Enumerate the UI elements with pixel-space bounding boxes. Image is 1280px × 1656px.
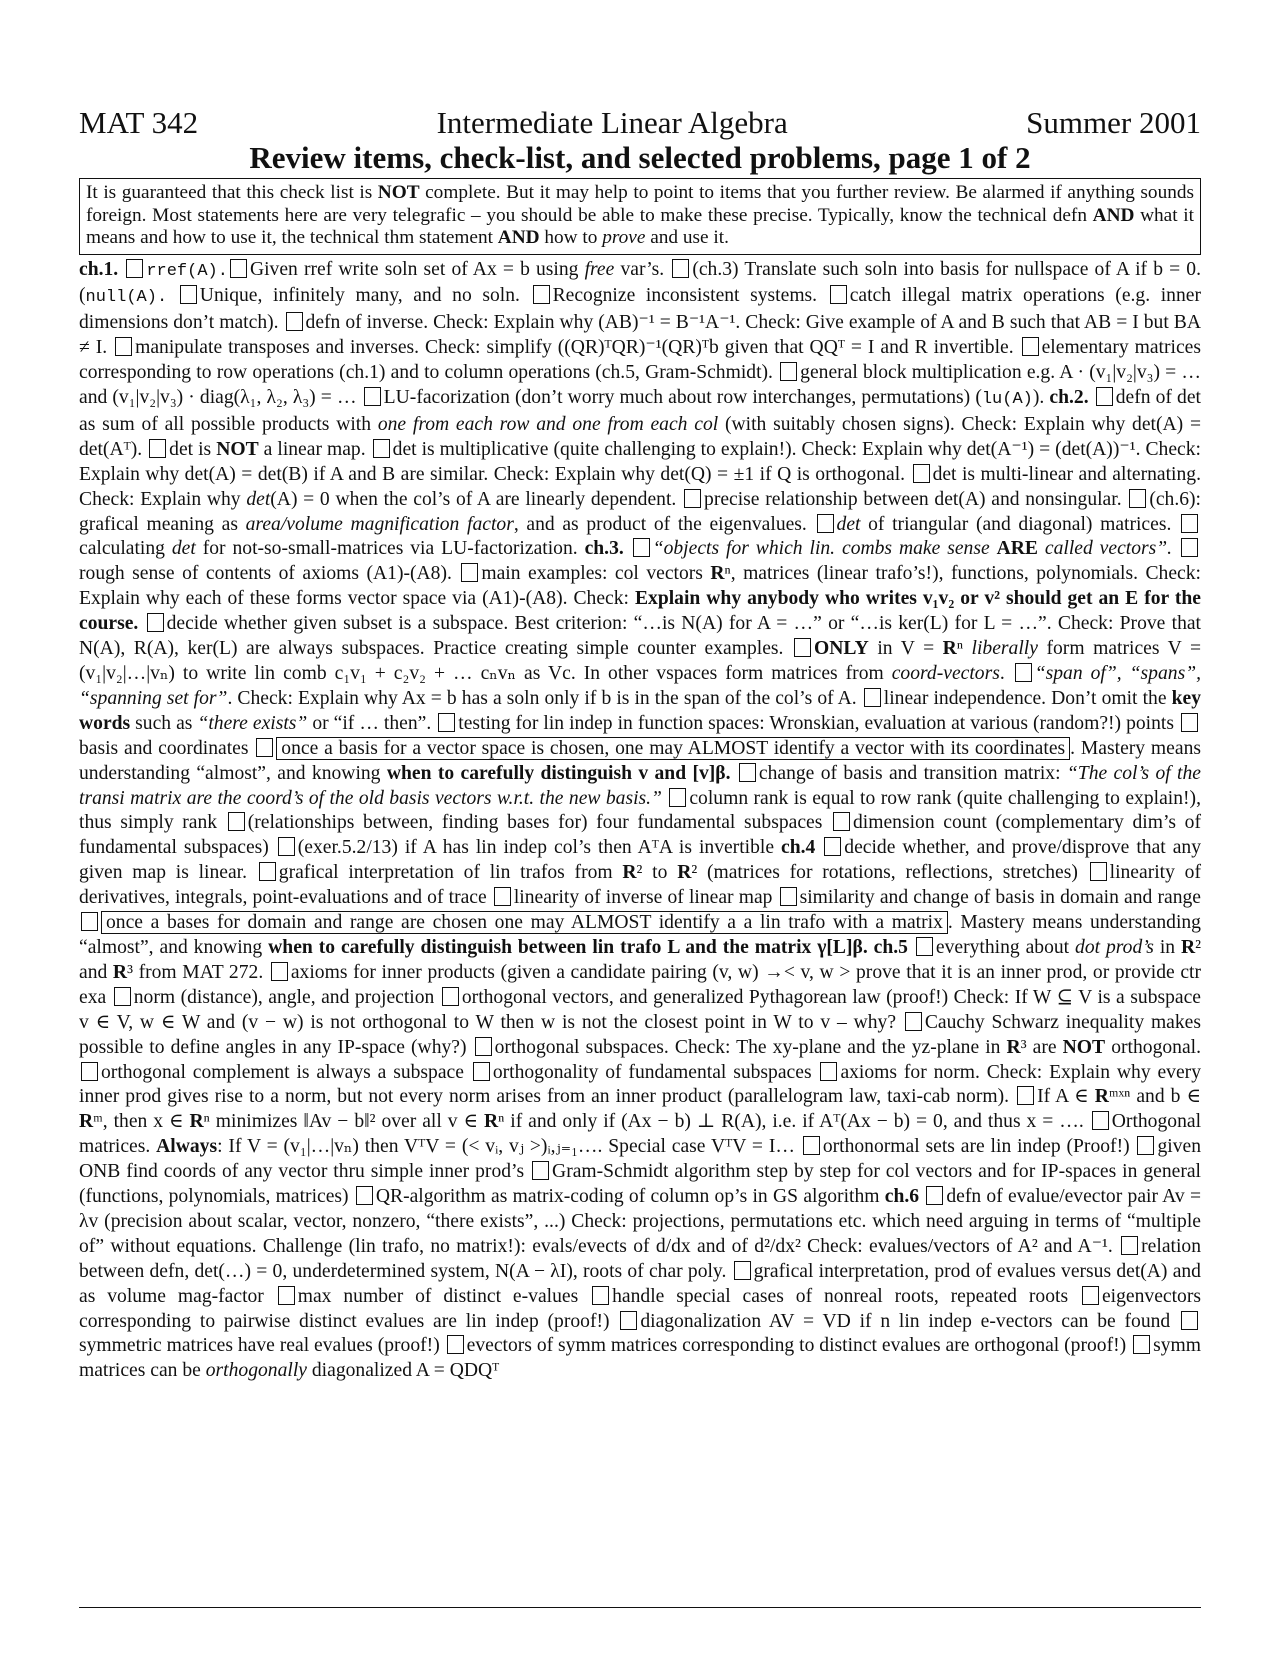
chapter-label: ch.5 [873,936,914,958]
italic-text: “objects for which lin. combs make sense [652,538,997,560]
text: ⁿ if and only if (Ax − b) ⊥ R(A), i.e. if Aᵀ(Ax − b) = 0, and thus x = …. [498,1111,1090,1133]
text: Gram-Schmidt algorithm step by step for col vectors and for IP-spaces in general (functions, polynomials, matrices) [79,1161,1201,1208]
text: det is multiplicative (quite challenging to explain!). Check: Explain why det(A⁻¹) = (det(A))⁻¹. Check: Explain why det(A) = det(B) if A and B are similar. Check: Explain why det(Q) = ±1 if Q is orthogonal. [79,438,1201,485]
italic-text: prove [602,227,646,248]
checkbox[interactable] [803,1136,820,1155]
text: manipulate transposes and inverses. Check: simplify ((QR)ᵀQR)⁻¹(QR)ᵀb given that QQᵀ = I and R invertible. [135,337,1020,359]
italic-text: dot prod’s [1075,936,1154,958]
text: (exer.5.2/13) if A has lin indep col’s then AᵀA is invertible [297,837,782,859]
checkbox[interactable] [461,563,478,582]
text: norm (distance), angle, and projection [133,986,440,1008]
text: (ch.3) Translate such soln into basis for nullspace of A if b = 0. ( [79,258,1202,307]
checkbox[interactable] [620,1311,637,1330]
text: defn of inverse. Check: Explain why (AB)⁻¹ = B⁻¹A⁻¹. Check: Give example of A and B such that AB = I but BA ≠ I. [79,312,1201,359]
text: orthogonal. [1105,1036,1201,1058]
text: linear independence. Don’t omit the [883,687,1172,709]
text: symmetric matrices have real evalues (proof!) [79,1335,445,1357]
text: grafical interpretation, prod of evalues versus det(A) and as volume mag-factor [79,1260,1201,1307]
checkbox[interactable] [684,489,701,508]
chapter-label: ch.4 [781,837,823,859]
text: similarity and change of basis in domain and range [799,887,1201,909]
checkbox[interactable] [126,259,143,278]
bold-text: key words [79,687,1201,734]
text: . Check: Explain why Ax = b has a soln only if b is in the span of the col’s of A. [227,687,862,709]
checkbox[interactable] [734,1261,751,1280]
checkbox[interactable] [905,1012,922,1031]
checkbox[interactable] [739,763,756,782]
italic-text: free [584,258,615,280]
text: eigenvectors corresponding to pairwise distinct evalues are lin indep (proof!) [79,1285,1201,1332]
text: form matrices V = (v₁|v₂|…|vₙ) to write lin comb c₁v₁ + c₂v₂ + … cₙvₙ as Vc. In other vspaces form matrices from [79,638,1202,684]
checkbox[interactable] [278,837,295,856]
text: defn of det as sum of all possible products with [79,387,1201,435]
text: such as [130,712,198,734]
text: orthogonal complement is always a subspace [101,1061,471,1083]
checkbox[interactable] [532,1161,549,1180]
text: general block multiplication e.g. A · (v₁|v₂|v₃) = … and (v₁|v₂|v₃) · diag(λ₁, λ₂, λ₃) = … [79,362,1202,409]
bold-text: R [79,1111,94,1133]
text: Cauchy Schwarz inequality makes possible to define angles in any IP-space (why?) [79,1011,1202,1058]
checkbox[interactable] [1092,1111,1109,1130]
italic-text: “there exists” [197,712,308,734]
text: ³ from MAT 272. [127,961,269,983]
checkbox[interactable] [633,538,650,557]
bold-text: when to carefully distinguish v and [v]β. [386,762,731,784]
subtitle: Review items, check-list, and selected problems, page 1 of 2 [249,140,1031,175]
checklist-body [79,258,1201,1385]
checkbox[interactable] [230,259,247,278]
checkbox[interactable] [1181,538,1198,557]
text: ⁿ minimizes ‖Av − b‖² over all v ∈ [203,1111,484,1133]
checkbox[interactable] [830,285,847,304]
bold-text: Always [156,1136,218,1158]
checkbox[interactable] [438,713,455,732]
checkbox[interactable] [1017,1086,1034,1105]
text: main examples: col vectors [481,563,711,585]
text: diagonalization AV = VD if n lin indep e-vectors can be found [640,1310,1179,1332]
italic-text: one from each row and one from each col [377,413,719,435]
text: : If V = (v₁|…|vₙ) then VᵀV = (< vᵢ, vⱼ >)ᵢ,ⱼ₌₁…. Special case VᵀV = I… [217,1136,801,1158]
text: orthogonal subspaces. Check: The xy-plane and the yz-plane in [494,1036,1007,1058]
checkbox[interactable] [259,862,276,881]
text: ⁿ [956,638,972,660]
bold-text: R [677,862,692,884]
bold-text: NOT [377,182,420,203]
checkbox[interactable] [820,1062,837,1081]
checkbox[interactable] [592,1286,609,1305]
checkbox[interactable] [447,1335,464,1354]
checkbox[interactable] [356,1186,373,1205]
bold-text: R [112,961,128,983]
checkbox[interactable] [286,312,303,331]
text: column rank is equal to row rank (quite challenging to explain!), thus simply rank [79,787,1201,834]
text [731,763,737,784]
text: ² and [79,936,1202,983]
italic-text: det [171,538,196,560]
checkbox[interactable] [81,912,98,931]
text: symm matrices can be [79,1335,1201,1382]
text: diagonalized A = QDQᵀ [306,1360,500,1382]
text: orthogonal vectors, and generalized Pythagorean law (proof!) Check: If W ⊆ V is a subspace v ∈ V, w ∈ W and (v − w) is not orthogonal to W then w is not the closest point in W to v – why? [79,986,1201,1033]
text: orthonormal sets are lin indep (Proof!) [822,1136,1136,1158]
italic-text: “The col’s of the transi matrix are the coord’s of the old basis vectors w.r.t. the new basis.” [79,762,1201,809]
text: , and as product of the eigenvalues. [513,513,815,535]
checkbox[interactable] [1133,1335,1150,1354]
text: everything about [935,936,1076,958]
text: ᵐ, then x ∈ [93,1111,190,1133]
text: dimension count (complementary dim’s of fundamental subspaces) [79,812,1201,859]
text [1172,538,1179,559]
text: how to [539,227,603,248]
text: decide whether given subset is a subspace. Best criterion: “…is N(A) for A = …” or “…is ker(L) for L = …”. Check: Prove that N(A), R(A), ker(L) are always subspaces. Practice creating simple counter examples. [79,613,1202,660]
text: (relationships between, finding bases for) four fundamental subspaces [247,812,831,834]
text: rough sense of contents of axioms (A1)-(A8). [79,563,460,585]
bold-text: when to carefully distinguish between lin trafo L and the matrix γ[L]β. [268,936,868,958]
checkbox[interactable] [533,285,550,304]
bottom-rule [79,1607,1201,1608]
text: in [1153,936,1181,958]
checkbox[interactable] [926,1186,943,1205]
checkbox[interactable] [916,937,933,956]
text: given ONB find coords of any vector thru simple inner prod’s [79,1136,1202,1183]
text: and use it. [645,227,729,248]
checkbox[interactable] [149,439,166,458]
text: (ch.6): grafical meaning as [79,488,1201,535]
chapter-label: ch.2. [1049,387,1094,409]
course-code: MAT 342 [79,105,199,140]
text: relation between defn, det(…) = 0, underdetermined system, N(A − λI), roots of char poly. [79,1235,1201,1282]
intro-box [79,178,1201,255]
text: decide whether, and prove/disprove that any given map is linear. [79,837,1201,884]
text: det is multi-linear and alternating. Check: Explain why [79,463,1201,510]
text: Recognize inconsistent systems. [552,285,828,307]
text: var’s. [614,258,671,280]
checkbox[interactable] [833,812,850,831]
italic-text: det [246,488,271,510]
text: testing for lin indep in function spaces: Wronskian, evaluation at various (random?!) points [458,712,1179,734]
chapter-label: ch.1. [79,258,125,280]
checkbox[interactable] [1137,1136,1154,1155]
checkbox[interactable] [1181,713,1198,732]
checkbox[interactable] [780,362,797,381]
checkbox[interactable] [913,464,930,483]
course-title: Intermediate Linear Algebra [436,105,788,140]
text [662,788,667,809]
code-text: rref(A). [146,261,228,281]
checkbox[interactable] [1121,1236,1138,1255]
text: grafical interpretation of lin trafos from [278,862,623,884]
checkbox[interactable] [824,837,841,856]
bold-text: AND [1092,204,1135,226]
checkbox[interactable] [147,613,164,632]
italic-text: det [836,513,861,535]
checkbox[interactable] [1015,663,1032,682]
italic-text: area/volume magnification factor [245,513,514,535]
text: (with suitably chosen signs). Check: Explain why det(A) = det(Aᵀ). [79,413,1201,460]
text [167,285,178,306]
checkbox[interactable] [1129,489,1146,508]
text: evectors of symm matrices corresponding to distinct evalues are orthogonal (proof!) [466,1335,1132,1357]
text: . [999,663,1013,684]
checkbox[interactable] [669,788,686,807]
italic-text: liberally [971,638,1038,660]
code-text: null(A). [85,288,168,308]
checkbox[interactable] [817,514,834,533]
text: change of basis and transition matrix: [758,762,1067,784]
checkbox[interactable] [864,688,881,707]
text: elementary matrices corresponding to row operations (ch.1) and to column operations (ch.5, Gram-Schmidt). [79,337,1201,384]
code-text: lu(A) [981,390,1033,410]
chapter-label: ch.6 [884,1186,925,1208]
bold-text: R [1094,1086,1109,1108]
checkbox[interactable] [494,887,511,906]
text: ). [1032,387,1045,409]
text: . Mastery means understanding “almost”, and knowing [79,737,1201,784]
text: LU-facorization (don’t worry much about row interchanges, permutations) ( [383,387,982,409]
text: for not-so-small-matrices via LU-factorization. [195,538,585,560]
text: . Mastery means understanding “almost”, and knowing [79,912,1201,958]
text: axioms for inner products (given a candidate pairing (v, w) →< v, w > prove that it is an inner prod, or provide ctr exa [79,961,1201,1008]
text: precise relationship between det(A) and nonsingular. [704,488,1128,510]
text: calculating [79,538,172,560]
text: axioms for norm. Check: Explain why every inner prod gives rise to a norm, but not every norm arises from an inner product (parallelogram law, taxi-cab norm). [79,1061,1201,1108]
text: ² (matrices for rotations, reflections, stretches) [691,862,1088,884]
text: ³ are [1020,1036,1063,1058]
bold-text: R [1180,936,1196,958]
checkbox[interactable] [1181,514,1198,533]
text: ᵐˣⁿ and b ∈ [1108,1086,1201,1108]
text: or “if … then”. [307,712,437,734]
text: ⁿ, matrices (linear trafo’s!), functions, polynomials. Check: Explain why each of these forms vector space via (A1)-(A8). Check: [79,563,1201,610]
bold-text: ARE [996,538,1038,560]
bold-text: R [622,862,637,884]
checkbox[interactable] [1181,1311,1198,1330]
text: Given rref write soln set of Ax = b using [249,258,585,280]
text: a linear map. [258,438,371,460]
bold-text: R [1006,1036,1021,1058]
checkbox[interactable] [114,987,131,1006]
bold-text: NOT [1062,1036,1106,1058]
text: linearity of inverse of linear map [513,887,778,909]
text: If A ∈ [1037,1086,1095,1108]
checkbox[interactable] [364,387,381,406]
checkbox[interactable] [271,962,288,981]
text: in V = [868,638,943,660]
bold-text: R [483,1111,499,1133]
checkbox[interactable] [473,1062,490,1081]
text: what it means and how to use it, the technical thm statement [86,204,1194,248]
checkbox[interactable] [672,259,689,278]
italic-text: orthogonally [205,1360,307,1382]
framed-statement: once a bases for domain and range are chosen one may ALMOST identify a a lin trafo with a matrix [101,911,948,934]
text: Unique, infinitely many, and no soln. [199,285,531,307]
text: of triangular (and diagonal) matrices. [860,513,1180,535]
text: det is [169,438,217,460]
checkbox[interactable] [442,987,459,1006]
text: ² to [636,862,678,884]
checkbox[interactable] [278,1286,295,1305]
text: defn of evalue/evector pair Av = λv (precision about scalar, vector, nonzero, “there exists”, ...) Check: projections, permutations etc. which need arguing in terms of “multiple of” without equations. Challenge (lin trafo, no matrix!): evals/evects of d/dx and of d²/dx² Check: evalues/vectors of A² and A⁻¹. [79,1186,1201,1257]
bold-text: AND [497,227,540,248]
framed-statement: once a basis for a vector space is chosen, one may ALMOST identify a vector with its coordinates [276,737,1070,760]
checkbox[interactable] [780,887,797,906]
bold-text: R [189,1111,204,1133]
checkbox[interactable] [256,738,273,757]
text: complete. But it may help to point to items that you further review. Be alarmed if anything sounds foreign. Most statements here are very telegrafic – you should be able to make these precise. Typically, know the technical defn [86,182,1194,226]
bold-text: Explain why anybody who writes v₁v₂ or v² should get an E for the course. [79,588,1201,635]
checkbox[interactable] [794,638,811,657]
italic-text: called vectors”. [1037,538,1173,560]
chapter-label: ch.3. [584,538,631,560]
text: Orthogonal matrices. [79,1111,1202,1158]
checkbox[interactable] [475,1037,492,1056]
italic-text: coord-vectors [891,663,1000,684]
checkbox[interactable] [81,1062,98,1081]
checkbox[interactable] [115,337,132,356]
checkbox[interactable] [1096,387,1113,406]
term: Summer 2001 [1026,105,1201,140]
checkbox[interactable] [180,285,197,304]
text: orthogonality of fundamental subspaces [492,1061,819,1083]
header [79,106,1201,140]
checkbox[interactable] [373,439,390,458]
text: (A) = 0 when the col’s of A are linearly dependent. [270,488,683,510]
checkbox[interactable] [1082,1286,1099,1305]
bold-text: R [942,638,957,660]
text: basis and coordinates [79,737,255,759]
text: max number of distinct e-values [297,1285,591,1307]
text: catch illegal matrix operations (e.g. inner dimensions don’t match). [79,285,1201,334]
review-sheet [79,106,1201,1384]
bold-text: NOT [216,438,259,460]
text: linearity of derivatives, integrals, point-evaluations and of trace [79,862,1201,909]
italic-text: “span of”, “spans”, “spanning set for” [79,663,1201,709]
text: handle special cases of nonreal roots, repeated roots [612,1285,1080,1307]
checkbox[interactable] [228,812,245,831]
text [138,613,144,634]
checkbox[interactable] [1022,337,1039,356]
bold-text: R [710,563,725,585]
bold-text: ONLY [813,638,869,660]
text: QR-algorithm as matrix-coding of column op’s in GS algorithm [375,1186,885,1208]
text: It is guaranteed that this check list is [86,182,378,203]
checkbox[interactable] [1090,862,1107,881]
